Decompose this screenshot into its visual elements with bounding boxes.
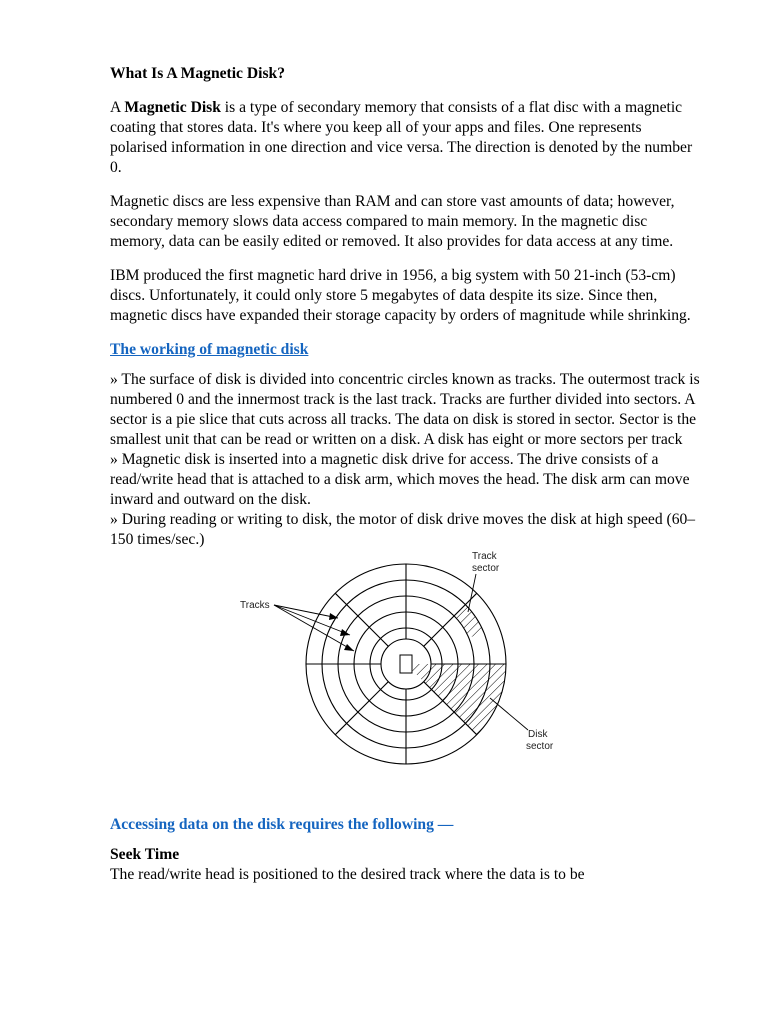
label-tracks: Tracks bbox=[240, 600, 270, 611]
accessing-heading: Accessing data on the disk requires the following — bbox=[110, 816, 454, 833]
label-track-sector-2: sector bbox=[472, 563, 500, 574]
seek-time-text: The read/write head is positioned to the desired track where the data is to be bbox=[110, 866, 585, 883]
bullet-speed: » During reading or writing to disk, the motor of disk drive moves the disk at high speed (60–150 times/sec.) bbox=[110, 511, 696, 548]
paragraph-cost: Magnetic discs are less expensive than RAM and can store vast amounts of data; however, secondary memory slows data access compared to main memory. In the magnetic disc memory, data can be easily edited or removed. It also provides for data access at any time. bbox=[110, 193, 675, 250]
label-track-sector-1: Track bbox=[472, 551, 497, 562]
page-title: What Is A Magnetic Disk? bbox=[110, 65, 286, 82]
intro-rest: is a type of secondary memory that consists of a flat disc with a magnetic coating that stores data. It's where you keep all of your apps and files. One represents polarised information in one direction and vice versa. The direction is denoted by the number 0. bbox=[110, 99, 693, 176]
spindle-icon bbox=[400, 655, 412, 673]
document-page bbox=[110, 64, 700, 885]
label-disk-sector-2: sector bbox=[526, 741, 554, 752]
seek-time-heading: Seek Time bbox=[110, 846, 180, 863]
disk-diagram bbox=[110, 550, 700, 805]
intro-bold-term: Magnetic Disk bbox=[124, 99, 221, 116]
intro-paragraph bbox=[110, 98, 700, 178]
bullet-drive: » Magnetic disk is inserted into a magnetic disk drive for access. The drive consists of a read/write head that is attached to a disk arm, which moves the head. The disk arm can move inward and outward on the disk. bbox=[110, 451, 690, 508]
working-heading-link[interactable]: The working of magnetic disk bbox=[110, 341, 309, 358]
intro-lead: A bbox=[110, 99, 125, 116]
bullet-tracks: » The surface of disk is divided into concentric circles known as tracks. The outermost track is numbered 0 and the innermost track is the last track. Tracks are further divided into sectors. A sector is a pie slice that cuts across all tracks. The data on disk is stored in sector. Sector is the smallest unit that can be read or written on a disk. A disk has eight or more sectors per track bbox=[110, 371, 700, 448]
paragraph-history: IBM produced the first magnetic hard drive in 1956, a big system with 50 21-inch (53-cm) discs. Unfortunately, it could only store 5 megabytes of data despite its size. Since then, magnetic discs have expanded their storage capacity by orders of magnitude while shrinking. bbox=[110, 267, 691, 324]
label-disk-sector-1: Disk bbox=[528, 729, 548, 740]
disk-diagram-svg bbox=[236, 550, 576, 805]
